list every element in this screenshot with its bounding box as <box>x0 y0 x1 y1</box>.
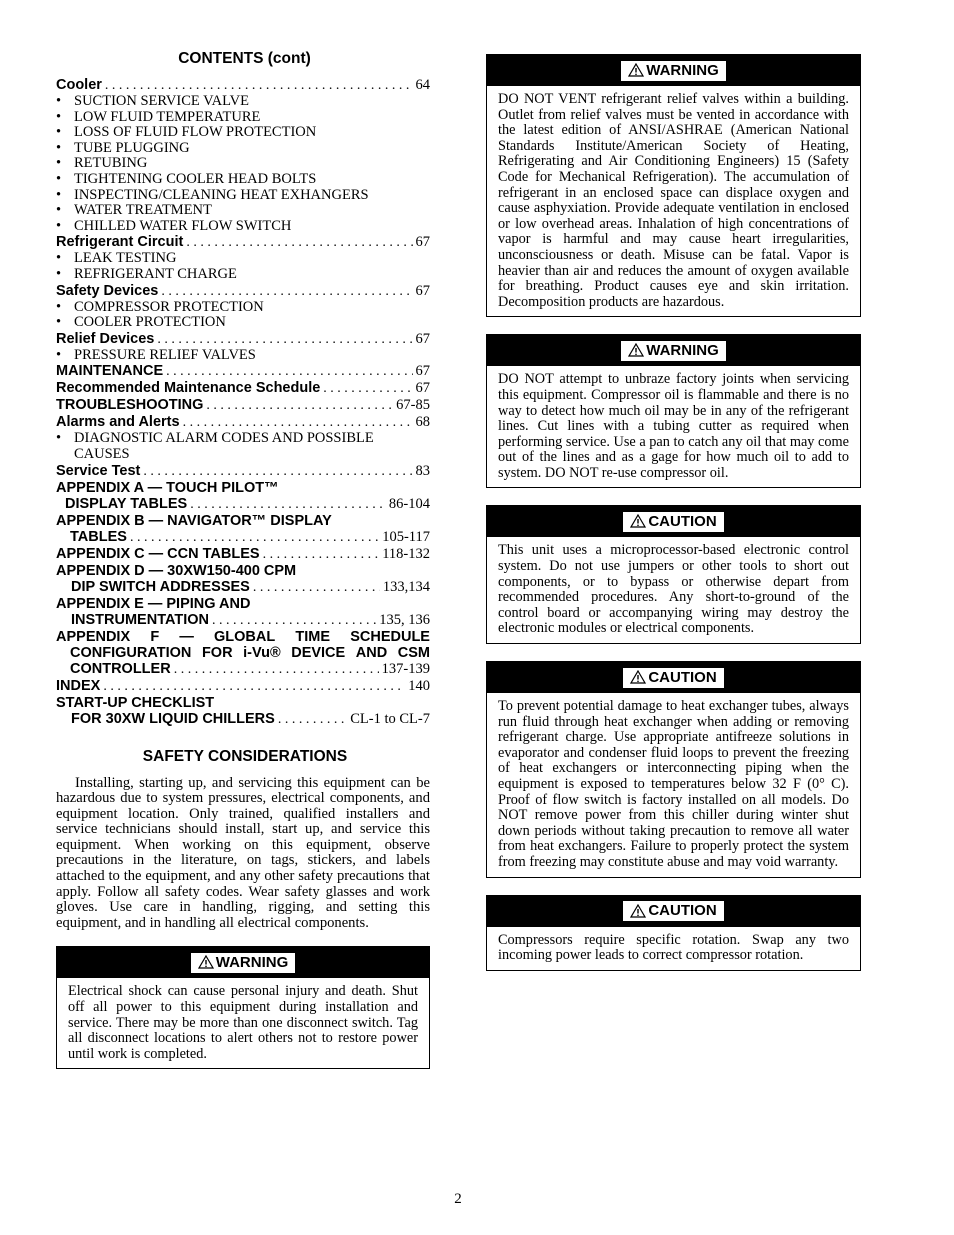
warning-triangle-icon <box>628 343 644 357</box>
list-item: • PRESSURE RELIEF VALVES <box>56 346 256 363</box>
toc-entry-maintenance-schedule: Recommended Maintenance Schedule . . . 67 <box>56 380 430 397</box>
toc-entry-refrigerant-circuit: Refrigerant Circuit . . . 67 <box>56 234 430 251</box>
page-number: 2 <box>454 1191 462 1207</box>
list-item: • CHILLED WATER FLOW SWITCH <box>56 217 292 234</box>
caution-badge: CAUTION <box>623 668 723 688</box>
warning-badge: WARNING <box>191 953 296 973</box>
caution-badge: CAUTION <box>623 512 723 532</box>
warning-badge: WARNING <box>621 61 726 81</box>
toc-entry-maintenance: MAINTENANCE . . . 67 <box>56 363 430 380</box>
toc-title: CONTENTS (cont) <box>178 50 311 67</box>
caution-box-microprocessor <box>486 505 861 644</box>
toc-entry-service-test: Service Test . . . 83 <box>56 463 430 480</box>
warning-text: DO NOT VENT refrigerant relief valves within a building. Outlet from relief valves must be vented in accordance with the latest edition of ANSI/ASHRAE (American National Standards Institute/American Society of Heating, Refrigerating and Air Conditioning Engineers) 15 (Safety Code for Mechanical Refrigeration). The accumulation of refrigerant in an enclosed space can displace oxygen and cause asphyxiation. Provide adequate ventilation in enclosed or low overhead areas. Inhalation of high concentrations of vapor is harmful and may cause heart irregularities, unconsciousness or death. Misuse can be fatal. Vapor is heavier than air and reduces the amount of oxygen available for breathing. Product causes eye and skin irritation. Decomposition products are hazardous. <box>498 91 849 310</box>
toc-entry-appendix-c: APPENDIX C — CCN TABLES . . . 118-132 <box>56 546 430 563</box>
toc-entry-appendix-e: APPENDIX E — PIPING AND INSTRUMENTATION . . . 135, 136 <box>56 596 430 629</box>
toc-entry-appendix-b: APPENDIX B — NAVIGATOR™ DISPLAY TABLES . . . 105-117 <box>56 513 430 546</box>
warning-triangle-icon <box>628 63 644 77</box>
toc-entry-index: INDEX . . . 140 <box>56 678 430 695</box>
left-column <box>56 50 430 1086</box>
toc-entry-appendix-d: APPENDIX D — 30XW150-400 CPM DIP SWITCH ADDRESSES . . . 133,134 <box>56 563 430 596</box>
list-item: • INSPECTING/CLEANING HEAT EXHANGERS <box>56 186 369 203</box>
toc-entry-appendix-f: APPENDIX F — GLOBAL TIME SCHEDULE CONFIGURATION FOR i-Vu® DEVICE AND CSM CONTROLLER . . . 137-139 <box>56 629 430 678</box>
toc-cooler-subitems <box>56 94 430 234</box>
list-item: • LEAK TESTING <box>56 250 177 267</box>
caution-triangle-icon <box>630 670 646 684</box>
warning-text: DO NOT attempt to unbraze factory joints when servicing this equipment. Compressor oil is flammable and there is no way to detect how much oil may be in any of the refrigerant lines. Cut lines with a tubing cutter as required when performing service. Use a pan to catch any oil that may come out of the lines and as a gage for how much oil to add to system. DO NOT re-use compressor oil. <box>498 371 849 481</box>
caution-text: Compressors require specific rotation. Swap any two incoming power leads to correct compressor rotation. <box>498 931 849 964</box>
caution-text: To prevent potential damage to heat exchanger tubes, always run fluid through heat exchanger when adding or removing refrigerant charge. Use appropriate antifreeze solutions in evaporator and condenser fluid loops to prevent the freezing of heat exchangers or interconnecting piping when the equipment is exposed to temperatures below 32 F (0° C). Proof of flow switch is factory installed on all models. Do NOT remove power from this chiller during winter shut down periods without taking precaution to remove all water from heat exchangers. Failure to properly protect the system from freezing may constitute abuse and may void warranty. <box>498 698 849 870</box>
list-item: • TIGHTENING COOLER HEAD BOLTS <box>56 170 317 187</box>
safety-heading: SAFETY CONSIDERATIONS <box>142 747 348 765</box>
toc-entry-appendix-a: APPENDIX A — TOUCH PILOT™ DISPLAY TABLES . . . 86-104 <box>56 480 430 513</box>
safety-paragraph: Installing, starting up, and servicing this equipment can be hazardous due to system pressures, electrical components, and equipment location. Only trained, qualified installers and service technicians should install, start up, and service this equipment. When working on this equipment, observe precautions in the literature, on tags, stickers, and labels attached to the equipment, and any other safety precautions that apply. Follow all safety codes. Wear safety glasses and work gloves. Use care in handling, rigging, and setting this equipment, and in handling all electrical components. <box>56 774 430 931</box>
toc-entry-safety-devices: Safety Devices . . . 67 <box>56 283 430 300</box>
list-item-continued: CAUSES <box>74 445 130 462</box>
list-item: • WATER TREATMENT <box>56 202 212 219</box>
list-item: • RETUBING <box>56 155 148 172</box>
list-item: • COOLER PROTECTION <box>56 314 226 331</box>
list-item: • TUBE PLUGGING <box>56 139 190 156</box>
warning-badge: WARNING <box>621 341 726 361</box>
toc-entry-alarms: Alarms and Alerts . . . 68 <box>56 414 430 431</box>
toc-entry-troubleshooting: TROUBLESHOOTING . . . 67-85 <box>56 397 430 414</box>
right-column <box>486 54 861 988</box>
caution-triangle-icon <box>630 514 646 528</box>
list-item: • LOSS OF FLUID FLOW PROTECTION <box>56 124 317 141</box>
list-item: • DIAGNOSTIC ALARM CODES AND POSSIBLE <box>56 430 374 447</box>
caution-badge: CAUTION <box>623 901 723 921</box>
warning-text: Electrical shock can cause personal injury and death. Shut off all power to this equipment during installation and service. There may be more than one disconnect switch. Tag all disconnect locations to alert others not to restore power until work is completed. <box>68 983 418 1062</box>
list-item: • COMPRESSOR PROTECTION <box>56 298 264 315</box>
toc-entry-relief-devices: Relief Devices . . . 67 <box>56 331 430 348</box>
caution-text: This unit uses a microprocessor-based electronic control system. Do not use jumpers or other tools to short out components, or to bypass or otherwise depart from recommended procedures. Any short-to-ground of the control board or accompanying wiring may destroy the electronic modules or electrical components. <box>498 542 849 637</box>
warning-box-unbraze <box>486 334 861 488</box>
list-item: • LOW FLUID TEMPERATURE <box>56 108 261 125</box>
warning-box-electrical <box>56 946 430 1069</box>
caution-triangle-icon <box>630 904 646 918</box>
toc-entry-startup-checklist: START-UP CHECKLIST FOR 30XW LIQUID CHILLERS . . . CL-1 to CL-7 <box>56 695 430 728</box>
list-item: • REFRIGERANT CHARGE <box>56 265 237 282</box>
toc-entry-cooler: Cooler . . . 64 <box>56 77 430 94</box>
caution-box-rotation <box>486 895 861 971</box>
list-item: • SUCTION SERVICE VALVE <box>56 93 250 109</box>
caution-box-freezing <box>486 661 861 878</box>
warning-triangle-icon <box>198 955 214 969</box>
warning-box-relief-valves <box>486 54 861 317</box>
